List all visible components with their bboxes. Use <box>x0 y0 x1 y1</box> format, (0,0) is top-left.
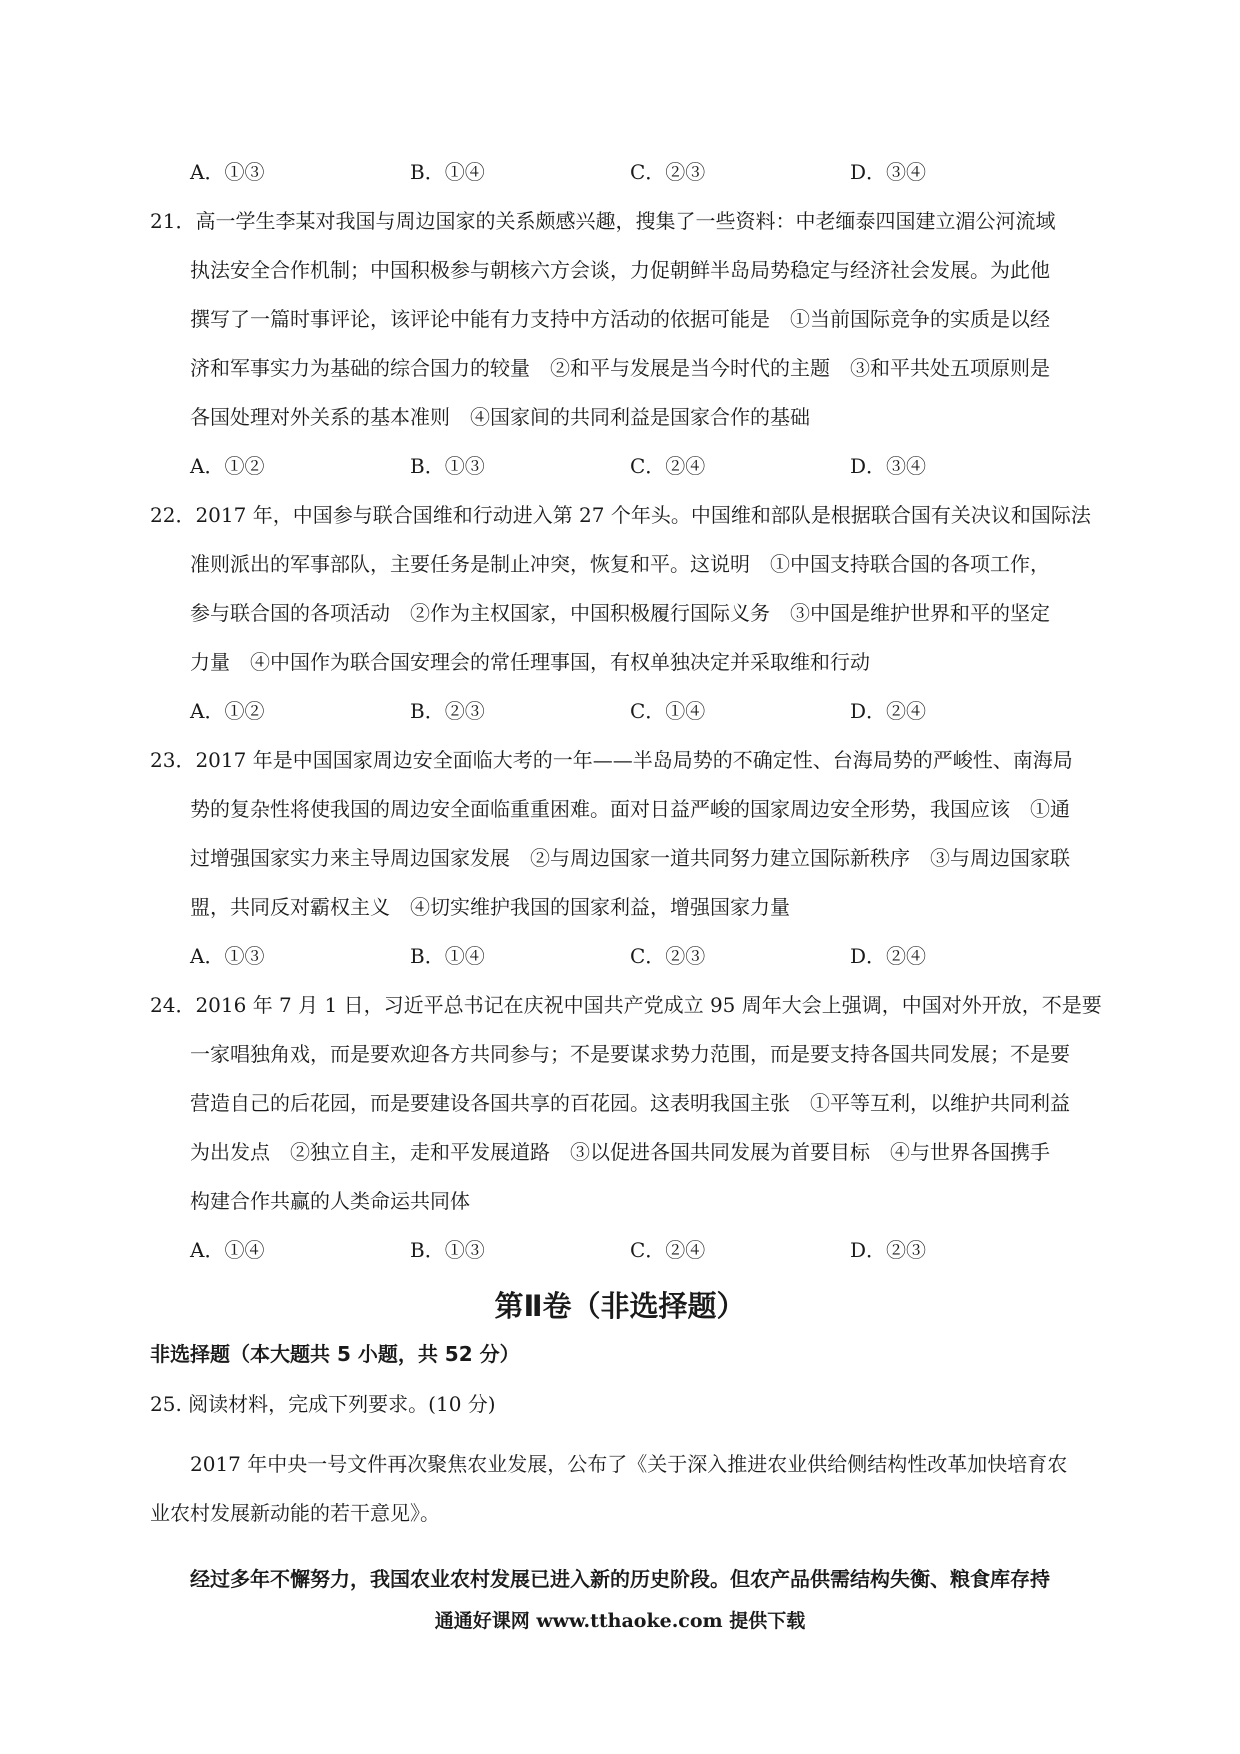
q20-option-b[interactable]: B．①④ <box>410 160 485 184</box>
q25-material-line-2: 业农村发展新动能的若干意见》。 <box>150 1501 440 1525</box>
q21-line-3: 撰写了一篇时事评论，该评论中能有力支持中方活动的依据可能是 ①当前国际竞争的实质是以经 <box>190 307 1050 331</box>
q21-line-4: 济和军事实力为基础的综合国力的较量 ②和平与发展是当今时代的主题 ③和平共处五项原则是 <box>190 356 1050 380</box>
q23-line-2: 势的复杂性将使我国的周边安全面临重重困难。面对日益严峻的国家周边安全形势，我国应该 ①通 <box>190 797 1070 821</box>
q25-heading: 25. 阅读材料，完成下列要求。(10 分) <box>150 1392 496 1416</box>
q23-options <box>190 942 1070 970</box>
section-subheading: 非选择题（本大题共 5 小题，共 52 分） <box>150 1342 520 1366</box>
q21-option-d[interactable]: D．③④ <box>850 454 927 478</box>
q24-line-2: 一家唱独角戏，而是要欢迎各方共同参与；不是要谋求势力范围，而是要支持各国共同发展；不是要 <box>190 1042 1070 1066</box>
q23-option-a[interactable]: A．①③ <box>190 944 265 968</box>
q22-line-1: 22．2017 年，中国参与联合国维和行动进入第 27 个年头。中国维和部队是根据联合国有关决议和国际法 <box>150 503 1091 527</box>
q25-material-line-1: 2017 年中央一号文件再次聚焦农业发展，公布了《关于深入推进农业供给侧结构性改革加快培育农 <box>190 1452 1068 1476</box>
q21-option-c[interactable]: C．②④ <box>630 454 706 478</box>
q21-option-b[interactable]: B．①③ <box>410 454 485 478</box>
q21-line-2: 执法安全合作机制；中国积极参与朝核六方会谈，力促朝鲜半岛局势稳定与经济社会发展。为此他 <box>190 258 1050 282</box>
q24-line-4: 为出发点 ②独立自主，走和平发展道路 ③以促进各国共同发展为首要目标 ④与世界各国携手 <box>190 1140 1050 1164</box>
q20-options <box>190 158 1070 186</box>
q22-option-a[interactable]: A．①② <box>190 699 265 723</box>
q24-line-5: 构建合作共赢的人类命运共同体 <box>190 1189 470 1213</box>
q22-line-4: 力量 ④中国作为联合国安理会的常任理事国，有权单独决定并采取维和行动 <box>190 650 870 674</box>
q25-material-line-3: 经过多年不懈努力，我国农业农村发展已进入新的历史阶段。但农产品供需结构失衡、粮食库存持 <box>190 1567 1050 1591</box>
q24-line-1: 24．2016 年 7 月 1 日，习近平总书记在庆祝中国共产党成立 95 周年大会上强调，中国对外开放，不是要 <box>150 993 1102 1017</box>
q23-option-b[interactable]: B．①④ <box>410 944 485 968</box>
q21-option-a[interactable]: A．①② <box>190 454 265 478</box>
q24-option-b[interactable]: B．①③ <box>410 1238 485 1262</box>
q24-option-d[interactable]: D．②③ <box>850 1238 927 1262</box>
q20-option-d[interactable]: D．③④ <box>850 160 927 184</box>
q22-line-3: 参与联合国的各项活动 ②作为主权国家，中国积极履行国际义务 ③中国是维护世界和平的坚定 <box>190 601 1050 625</box>
q21-line-1: 21．高一学生李某对我国与周边国家的关系颇感兴趣，搜集了一些资料：中老缅泰四国建立湄公河流域 <box>150 209 1056 233</box>
q20-option-c[interactable]: C．②③ <box>630 160 706 184</box>
q23-line-3: 过增强国家实力来主导周边国家发展 ②与周边国家一道共同努力建立国际新秩序 ③与周边国家联 <box>190 846 1070 870</box>
q23-line-4: 盟，共同反对霸权主义 ④切实维护我国的国家利益，增强国家力量 <box>190 895 790 919</box>
q21-line-5: 各国处理对外关系的基本准则 ④国家间的共同利益是国家合作的基础 <box>190 405 810 429</box>
q21-options <box>190 452 1070 480</box>
q22-line-2: 准则派出的军事部队，主要任务是制止冲突，恢复和平。这说明 ①中国支持联合国的各项工作， <box>190 552 1050 576</box>
section-title: 第Ⅱ卷（非选择题） <box>494 1289 746 1323</box>
q24-option-c[interactable]: C．②④ <box>630 1238 706 1262</box>
q23-line-1: 23．2017 年是中国国家周边安全面临大考的一年——半岛局势的不确定性、台海局势的严峻性、南海局 <box>150 748 1073 772</box>
footer-download-note: 通通好课网 www.tthaoke.com 提供下载 <box>434 1610 806 1632</box>
q24-option-a[interactable]: A．①④ <box>190 1238 265 1262</box>
q20-option-a[interactable]: A．①③ <box>190 160 265 184</box>
q24-line-3: 营造自己的后花园，而是要建设各国共享的百花园。这表明我国主张 ①平等互利，以维护共同利益 <box>190 1091 1070 1115</box>
q22-option-b[interactable]: B．②③ <box>410 699 485 723</box>
q23-option-d[interactable]: D．②④ <box>850 944 927 968</box>
q22-option-d[interactable]: D．②④ <box>850 699 927 723</box>
q22-option-c[interactable]: C．①④ <box>630 699 706 723</box>
q24-options <box>190 1236 1070 1264</box>
q23-option-c[interactable]: C．②③ <box>630 944 706 968</box>
q22-options <box>190 697 1070 725</box>
